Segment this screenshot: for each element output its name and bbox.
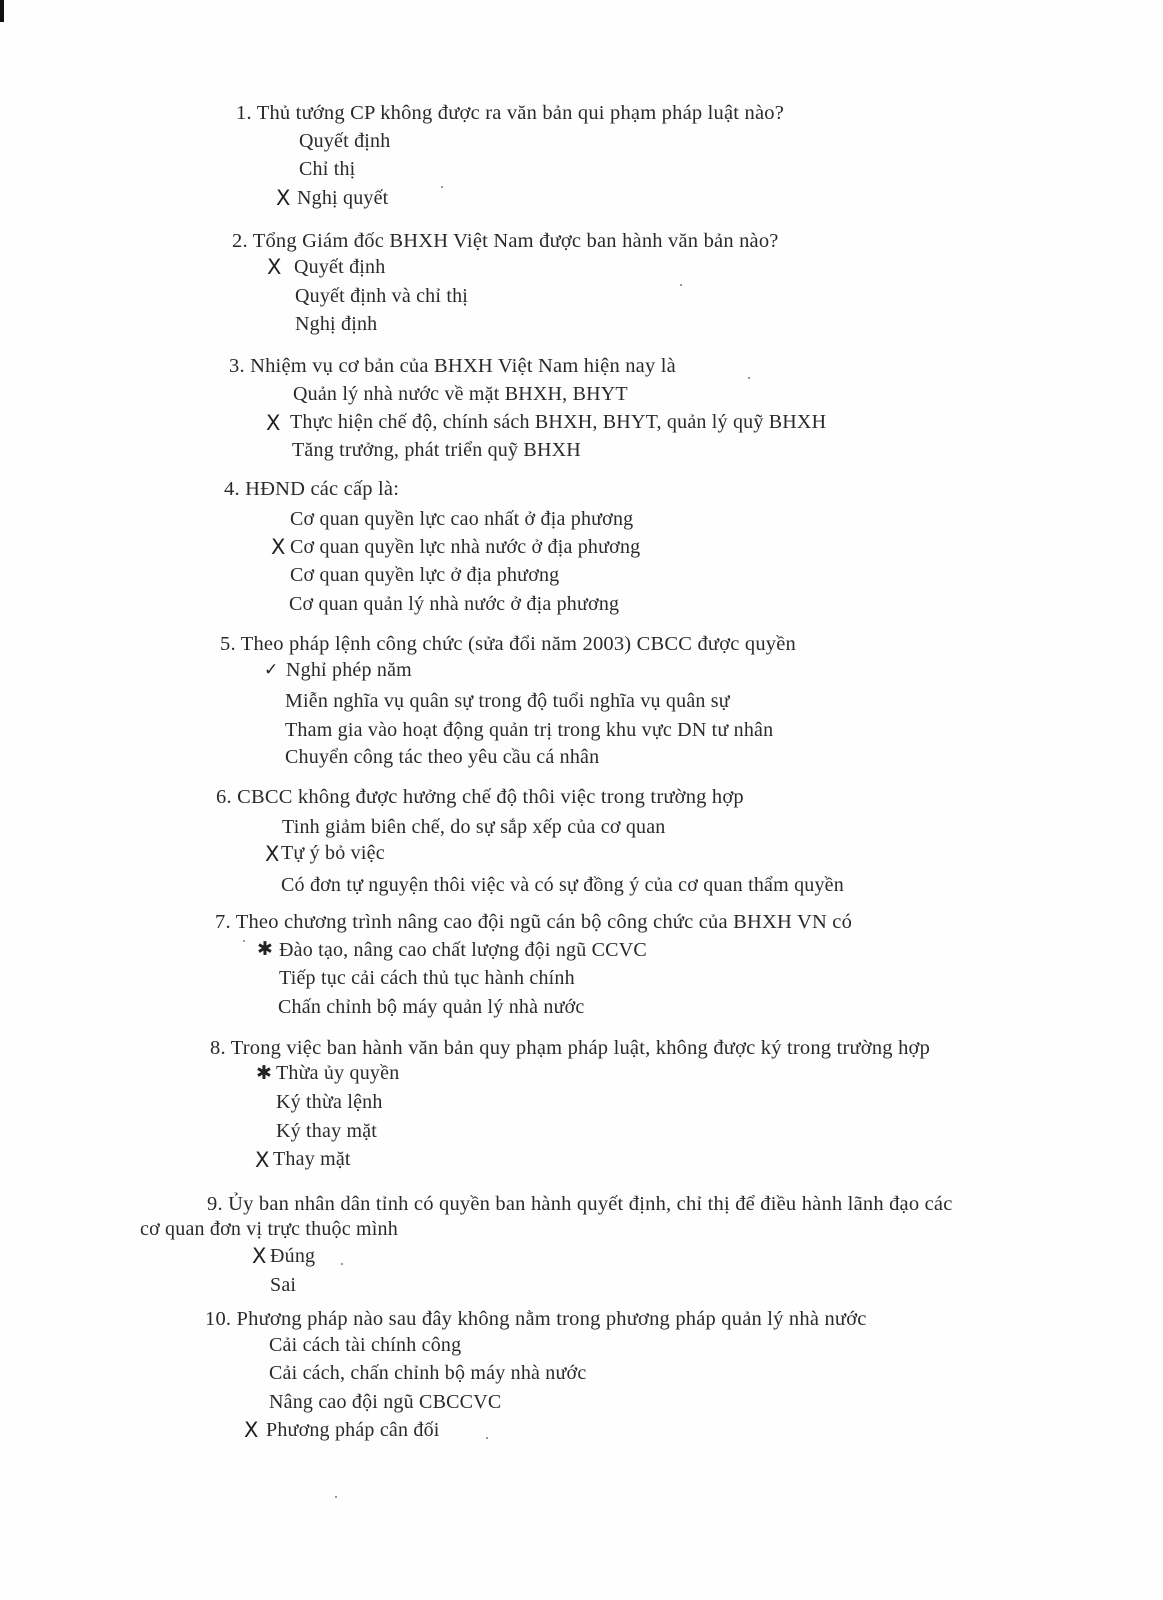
question-9: 9. Ủy ban nhân dân tỉnh có quyền ban hành quyết định, chỉ thị để điều hành lãnh đạo các [207,1193,953,1215]
cross-mark-icon: X [255,1148,270,1172]
q8-option-3: Ký thay mặt [276,1120,378,1142]
scan-speck [441,186,443,188]
q10-option-4: Phương pháp cân đối [266,1419,440,1441]
q8-option-4: Thay mặt [273,1148,351,1170]
question-9-continued: cơ quan đơn vị trực thuộc mình [140,1218,398,1240]
q5-option-4: Chuyển công tác theo yêu cầu cá nhân [285,746,600,768]
cross-mark-icon: X [266,411,281,435]
scan-speck [335,1496,337,1498]
q8-option-2: Ký thừa lệnh [276,1091,383,1113]
q9-option-1: Đúng [270,1245,316,1267]
q5-option-3: Tham gia vào hoạt động quản trị trong khu vực DN tư nhân [285,719,774,741]
q3-option-1: Quản lý nhà nước về mặt BHXH, BHYT [293,383,628,405]
cross-mark-icon: X [276,186,291,210]
cross-mark-icon: X [244,1418,259,1442]
q4-option-1: Cơ quan quyền lực cao nhất ở địa phương [290,508,634,530]
q3-option-3: Tăng trưởng, phát triển quỹ BHXH [292,439,581,461]
q1-option-3: Nghị quyết [297,187,389,209]
q8-option-1: Thừa ủy quyền [276,1062,400,1084]
q10-option-2: Cải cách, chấn chỉnh bộ máy nhà nước [269,1362,587,1384]
q3-option-2: Thực hiện chế độ, chính sách BHXH, BHYT, quản lý quỹ BHXH [290,411,827,433]
q9-option-2: Sai [270,1274,297,1296]
question-8: 8. Trong việc ban hành văn bản quy phạm pháp luật, không được ký trong trường hợp [210,1037,931,1059]
cross-mark-icon: X [271,535,286,559]
q5-option-2: Miễn nghĩa vụ quân sự trong độ tuổi nghĩa vụ quân sự [285,690,730,712]
q2-option-2: Quyết định và chỉ thị [295,285,469,307]
scan-speck [748,377,750,379]
q4-option-4: Cơ quan quản lý nhà nước ở địa phương [289,593,620,615]
q2-option-3: Nghị định [295,313,378,335]
q1-option-2: Chỉ thị [299,158,356,180]
question-5: 5. Theo pháp lệnh công chức (sửa đổi năm 2003) CBCC được quyền [220,633,796,655]
question-7: 7. Theo chương trình nâng cao đội ngũ cán bộ công chức của BHXH VN có [215,911,853,933]
cross-mark-icon: X [265,842,280,866]
q2-option-1: Quyết định [294,256,386,278]
q6-option-2: Tự ý bỏ việc [281,842,385,864]
q7-option-2: Tiếp tục cải cách thủ tục hành chính [279,967,575,989]
scan-speck [486,1437,488,1439]
q10-option-3: Nâng cao đội ngũ CBCCVC [269,1391,502,1413]
q6-option-3: Có đơn tự nguyện thôi việc và có sự đồng ý của cơ quan thẩm quyền [281,874,844,896]
scan-edge-artifact [0,0,4,22]
q7-option-1: Đào tạo, nâng cao chất lượng đội ngũ CCVC [279,939,647,961]
question-10: 10. Phương pháp nào sau đây không nằm trong phương pháp quản lý nhà nước [205,1308,867,1330]
q10-option-1: Cải cách tài chính công [269,1334,462,1356]
scan-speck [243,940,245,942]
q6-option-1: Tinh giảm biên chế, do sự sắp xếp của cơ quan [282,816,666,838]
question-3: 3. Nhiệm vụ cơ bản của BHXH Việt Nam hiện nay là [229,355,676,377]
cross-mark-icon: X [267,255,282,279]
question-1: 1. Thủ tướng CP không được ra văn bản qui phạm pháp luật nào? [236,102,785,124]
q1-option-1: Quyết định [299,130,391,152]
q4-option-2: Cơ quan quyền lực nhà nước ở địa phương [290,536,641,558]
q4-option-3: Cơ quan quyền lực ở địa phương [290,564,560,586]
question-4: 4. HĐND các cấp là: [224,478,400,500]
q5-option-1: Nghỉ phép năm [286,659,412,681]
question-6: 6. CBCC không được hưởng chế độ thôi việc trong trường hợp [216,786,744,808]
scan-speck [680,284,682,286]
scribble-mark-icon: ✱ [257,938,273,960]
q7-option-3: Chấn chỉnh bộ máy quản lý nhà nước [278,996,585,1018]
scan-speck [341,1263,343,1265]
question-2: 2. Tổng Giám đốc BHXH Việt Nam được ban hành văn bản nào? [232,230,779,252]
cross-mark-icon: X [252,1244,267,1268]
check-mark-icon: ✓ [264,660,279,680]
scribble-mark-icon: ✱ [256,1062,272,1084]
